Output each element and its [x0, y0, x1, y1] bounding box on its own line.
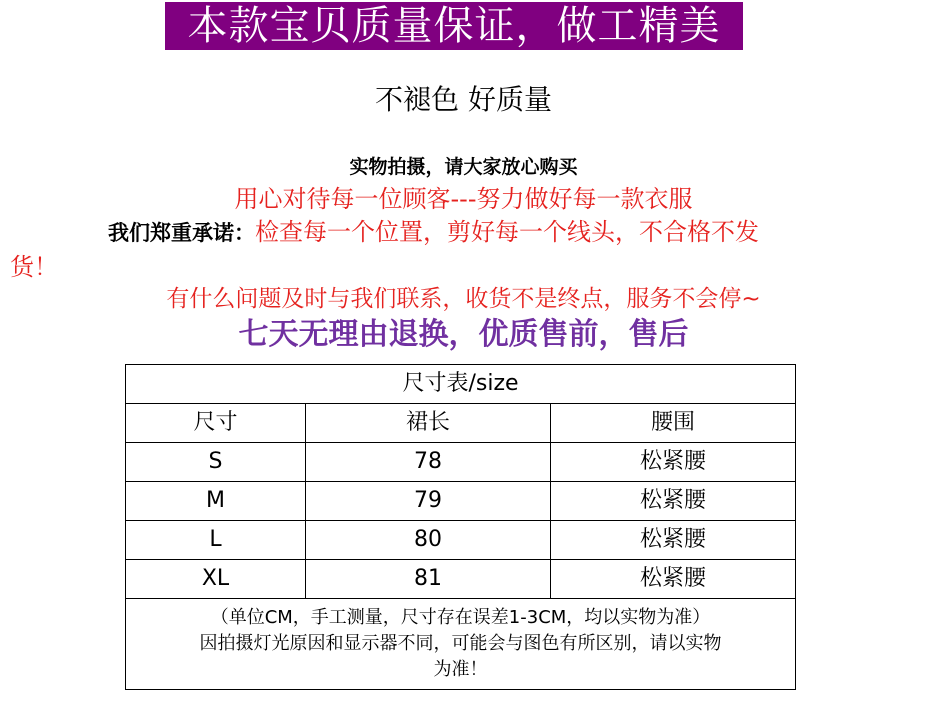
measurement-note: [126, 599, 796, 690]
table-title-row: [126, 365, 796, 404]
promise-label: 我们郑重承诺：: [108, 221, 255, 245]
cell-size: L: [126, 521, 306, 560]
cell-length: 78: [306, 443, 551, 482]
table-row: [126, 482, 796, 521]
table-header-row: [126, 404, 796, 443]
service-slogan: 用心对待每一位顾客---努力做好每一款衣服: [234, 185, 693, 213]
cell-waist: 松紧腰: [551, 482, 796, 521]
return-policy: 七天无理由退换，优质售前，售后: [238, 317, 689, 352]
table-note-row: [126, 599, 796, 690]
cell-length: 81: [306, 560, 551, 599]
promise-line: [108, 216, 759, 249]
header-size: 尺寸: [126, 404, 306, 443]
quality-banner: 本款宝贝质量保证，做工精美: [165, 2, 743, 50]
cell-waist: 松紧腰: [551, 521, 796, 560]
cell-waist: 松紧腰: [551, 560, 796, 599]
header-waist: 腰围: [551, 404, 796, 443]
cell-length: 79: [306, 482, 551, 521]
table-row: [126, 560, 796, 599]
note-line: 因拍摄灯光原因和显示器不同，可能会与图色有所区别，请以实物: [199, 633, 722, 654]
cell-size: S: [126, 443, 306, 482]
table-title: 尺寸表/size: [126, 365, 796, 404]
note-line: 为准！: [433, 659, 488, 680]
table-row: [126, 443, 796, 482]
table-row: [126, 521, 796, 560]
cell-waist: 松紧腰: [551, 443, 796, 482]
note-line: （单位CM，手工测量，尺寸存在误差1-3CM，均以实物为准）: [210, 607, 711, 628]
contact-slogan: 有什么问题及时与我们联系，收货不是终点，服务不会停~: [166, 286, 761, 312]
promise-text: 检查每一个位置，剪好每一个线头，不合格不发: [255, 218, 759, 246]
cell-size: M: [126, 482, 306, 521]
promise-text-wrap: 货！: [10, 253, 58, 281]
cell-length: 80: [306, 521, 551, 560]
size-table: [125, 364, 796, 690]
real-photo-note: 实物拍摄，请大家放心购买: [349, 156, 578, 178]
header-length: 裙长: [306, 404, 551, 443]
no-fade-slogan: 不褪色 好质量: [375, 83, 552, 116]
cell-size: XL: [126, 560, 306, 599]
